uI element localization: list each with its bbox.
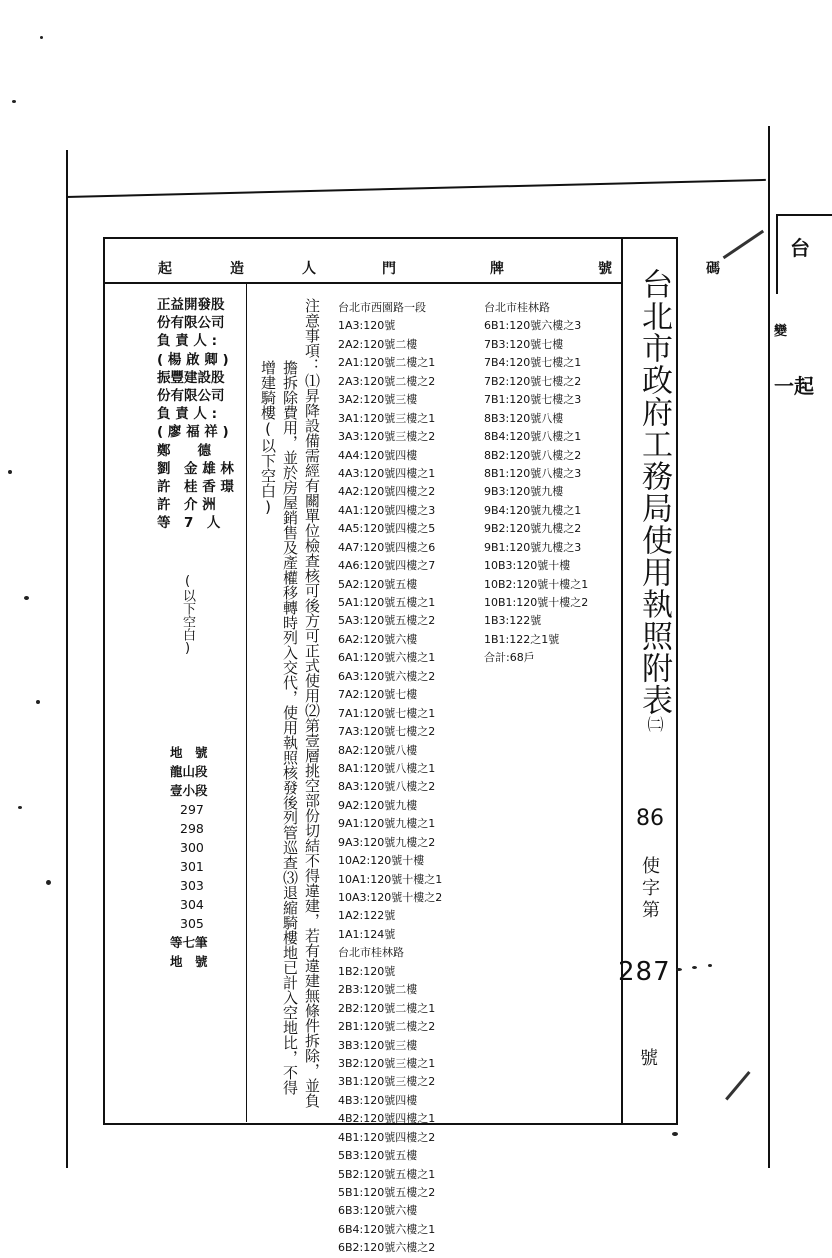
- address-line: 2B1:120號二樓之2: [338, 1020, 436, 1034]
- address-line: 9B4:120號九樓之1: [484, 503, 582, 517]
- applicant-line: ( 廖 福 祥 ): [157, 424, 229, 441]
- form-title: [632, 268, 677, 733]
- address-line: 4A4:120號四樓: [338, 448, 418, 462]
- address-line: 6A2:120號六樓: [338, 632, 418, 646]
- permit-number-top: 86: [636, 806, 664, 831]
- address-line: 3A3:120號三樓之2: [338, 430, 436, 444]
- address-line: 8A2:120號八樓: [338, 743, 418, 757]
- address-line: 9B3:120號九樓: [484, 485, 564, 499]
- address-line: 10A2:120號十樓: [338, 854, 425, 868]
- address-line: 10B3:120號十樓: [484, 559, 571, 573]
- scan-speck: [40, 36, 43, 39]
- address-line: 9B2:120號九樓之2: [484, 522, 582, 536]
- address-line: 1A1:124號: [338, 927, 396, 941]
- address-line: 9A3:120號九樓之2: [338, 835, 436, 849]
- scan-speck: [46, 880, 51, 885]
- land-subsection: 壹小段: [170, 783, 208, 798]
- applicant-line: 劉 金 雄 林: [157, 460, 234, 477]
- address-line: 8A1:120號八樓之1: [338, 761, 436, 775]
- address-line: 4B2:120號四樓之1: [338, 1112, 436, 1126]
- scan-speck: [692, 966, 697, 969]
- address-line: 5B2:120號五樓之1: [338, 1167, 436, 1181]
- address-line: 6A1:120號六樓之1: [338, 651, 436, 665]
- address-line: 6B3:120號六樓: [338, 1204, 418, 1218]
- scan-edge-top: [66, 179, 766, 198]
- address-line: 2A2:120號二樓: [338, 337, 418, 351]
- applicant-list: [157, 296, 234, 532]
- land-number: 301: [180, 859, 204, 874]
- land-number: 305: [180, 916, 204, 931]
- address-line: 9A2:120號九樓: [338, 798, 418, 812]
- address-line: 5A1:120號五樓之1: [338, 596, 436, 609]
- scan-speck: [708, 964, 712, 967]
- address-line: 7B2:120號七樓之2: [484, 374, 582, 388]
- scan-speck: [676, 968, 682, 971]
- scan-edge-left: [66, 150, 68, 1168]
- address-line: 3B2:120號三樓之1: [338, 1056, 436, 1070]
- applicant-line: 振豐建設股: [157, 369, 225, 386]
- address-line: 9B1:120號九樓之3: [484, 540, 582, 554]
- address-line: 3B3:120號三樓: [338, 1038, 418, 1052]
- stamp-right-top: 台: [790, 236, 810, 260]
- form-title-text: 台北市政府工務局使用執照附表: [636, 268, 672, 716]
- address-line: 8B2:120號八樓之2: [484, 448, 582, 462]
- address-header: 門 牌 號 碼: [382, 261, 760, 277]
- scan-edge-right-inner: [776, 214, 832, 216]
- address-line: 7B4:120號七樓之1: [484, 356, 582, 370]
- address-line: 1A2:122號: [338, 909, 396, 923]
- address-list-1: [338, 299, 442, 1258]
- address-line: 4A7:120號四樓之6: [338, 540, 436, 554]
- form-title-suffix: ㈡: [645, 716, 664, 733]
- land-footer: 地 號: [170, 954, 208, 969]
- applicant-line: 負 責 人 :: [157, 333, 217, 350]
- address-line: 4A6:120號四樓之7: [338, 559, 436, 573]
- land-number: 300: [180, 840, 204, 855]
- notes-column-1: 注意事項：⑴昇降設備需經有關單位檢查核可後方可正式使用⑵第壹層挑空部份切結不得違建，若有違建無條件拆除，並負: [303, 298, 321, 1108]
- address-line: 5B1:120號五樓之2: [338, 1186, 436, 1199]
- applicant-line: 鄭 德: [157, 442, 211, 459]
- address-line: 5A3:120號五樓之2: [338, 614, 436, 628]
- land-number: 298: [180, 821, 204, 836]
- address-line: 台北市桂林路: [338, 946, 404, 960]
- header-underline: [105, 282, 621, 284]
- scan-speck: [672, 1132, 678, 1136]
- applicant-line: 許 桂 香 璟: [157, 478, 234, 495]
- land-number: 297: [180, 802, 204, 817]
- permit-number: 287: [618, 957, 671, 987]
- address-line: 4A5:120號四樓之5: [338, 522, 436, 536]
- applicant-header: 起 造 人: [158, 261, 338, 277]
- applicants-blank-note: (以下空白): [180, 574, 195, 656]
- address-line: 3B1:120號三樓之2: [338, 1075, 436, 1089]
- land-number: 304: [180, 897, 204, 912]
- address-line: 7A2:120號七樓: [338, 688, 418, 702]
- address-line: 8B4:120號八樓之1: [484, 430, 582, 444]
- permit-unit: 號: [640, 1048, 658, 1069]
- stamp-right-mid: 變: [774, 324, 788, 339]
- applicant-line: 許 介 洲: [157, 497, 216, 514]
- address-line: 1B1:122之1號: [484, 632, 560, 646]
- notes-column-2: 擔拆除費用，並於房屋銷售及產權移轉時列入交代，使用執照核發後列管巡查⑶退縮騎樓地已計入空地比，不得: [281, 360, 299, 1095]
- notes-column-3: 增建騎樓(以下空白): [259, 360, 277, 516]
- address-line: 10B2:120號十樓之1: [484, 577, 589, 591]
- address-line: 9A1:120號九樓之1: [338, 817, 436, 831]
- applicant-line: 負 責 人 :: [157, 406, 217, 423]
- address-line: 8B3:120號八樓: [484, 411, 564, 425]
- scan-speck: [12, 100, 16, 103]
- address-list-2: [484, 299, 588, 668]
- scan-edge-right-inner2: [776, 214, 778, 294]
- stamp-right-low: 一起: [774, 374, 814, 398]
- address-line: 2B2:120號二樓之1: [338, 1001, 436, 1015]
- address-line: 7A3:120號七樓之2: [338, 725, 436, 739]
- address-line: 4A3:120號四樓之1: [338, 466, 436, 480]
- address-line: 3A2:120號三樓: [338, 393, 418, 407]
- handwritten-mark-top: [716, 220, 764, 259]
- address-line: 6B2:120號六樓之2: [338, 1241, 436, 1255]
- address-line: 1B2:120號: [338, 964, 396, 978]
- address-line: 合計:68戶: [484, 651, 535, 665]
- address-line: 1B3:122號: [484, 614, 542, 628]
- address-line: 1A3:120號: [338, 319, 396, 333]
- land-total: 等七筆: [170, 935, 208, 950]
- address-line: 6B4:120號六樓之1: [338, 1222, 436, 1236]
- scan-speck: [8, 470, 12, 474]
- title-column-divider: [621, 237, 623, 1123]
- address-line: 10A3:120號十樓之2: [338, 891, 443, 904]
- address-line: 5B3:120號五樓: [338, 1149, 418, 1163]
- address-line: 7B1:120號七樓之3: [484, 393, 582, 407]
- address-line: 2A3:120號二樓之2: [338, 374, 436, 388]
- scan-edge-right: [768, 126, 770, 1168]
- address-line: 2A1:120號二樓之1: [338, 356, 436, 370]
- applicant-line: 份有限公司: [157, 387, 225, 404]
- address-line: 2B3:120號二樓: [338, 983, 418, 997]
- address-line: 4A2:120號四樓之2: [338, 485, 436, 499]
- permit-middle-label: 使字第: [639, 856, 660, 922]
- address-line: 7B3:120號七樓: [484, 337, 564, 351]
- address-line: 6A3:120號六樓之2: [338, 669, 436, 683]
- applicant-line: 等 7 人: [157, 515, 221, 532]
- applicant-line: 正益開發股: [157, 297, 225, 313]
- address-line: 7A1:120號七樓之1: [338, 706, 436, 720]
- address-line: 4A1:120號四樓之3: [338, 503, 436, 517]
- address-line: 8A3:120號八樓之2: [338, 780, 436, 794]
- handwritten-mark-bottom: [717, 1065, 750, 1101]
- scan-speck: [18, 806, 22, 809]
- land-number: 303: [180, 878, 204, 893]
- applicant-column-divider: [246, 282, 247, 1122]
- land-title: 地 號: [170, 745, 208, 760]
- land-list: [170, 743, 208, 971]
- address-line: 10B1:120號十樓之2: [484, 596, 589, 609]
- address-line: 8B1:120號八樓之3: [484, 466, 582, 480]
- scan-speck: [24, 596, 29, 600]
- address-line: 10A1:120號十樓之1: [338, 872, 443, 886]
- address-line: 5A2:120號五樓: [338, 577, 418, 591]
- applicant-line: ( 楊 啟 卿 ): [157, 351, 229, 368]
- address-line: 台北市桂林路: [484, 301, 550, 314]
- applicant-line: 份有限公司: [157, 315, 225, 332]
- address-line: 3A1:120號三樓之1: [338, 411, 436, 425]
- address-line: 6B1:120號六樓之3: [484, 319, 582, 333]
- land-section: 龍山段: [170, 764, 208, 779]
- address-line: 4B1:120號四樓之2: [338, 1130, 436, 1144]
- address-line: 4B3:120號四樓: [338, 1093, 418, 1107]
- address-line: 台北市西園路一段: [338, 301, 426, 314]
- scan-speck: [36, 700, 40, 704]
